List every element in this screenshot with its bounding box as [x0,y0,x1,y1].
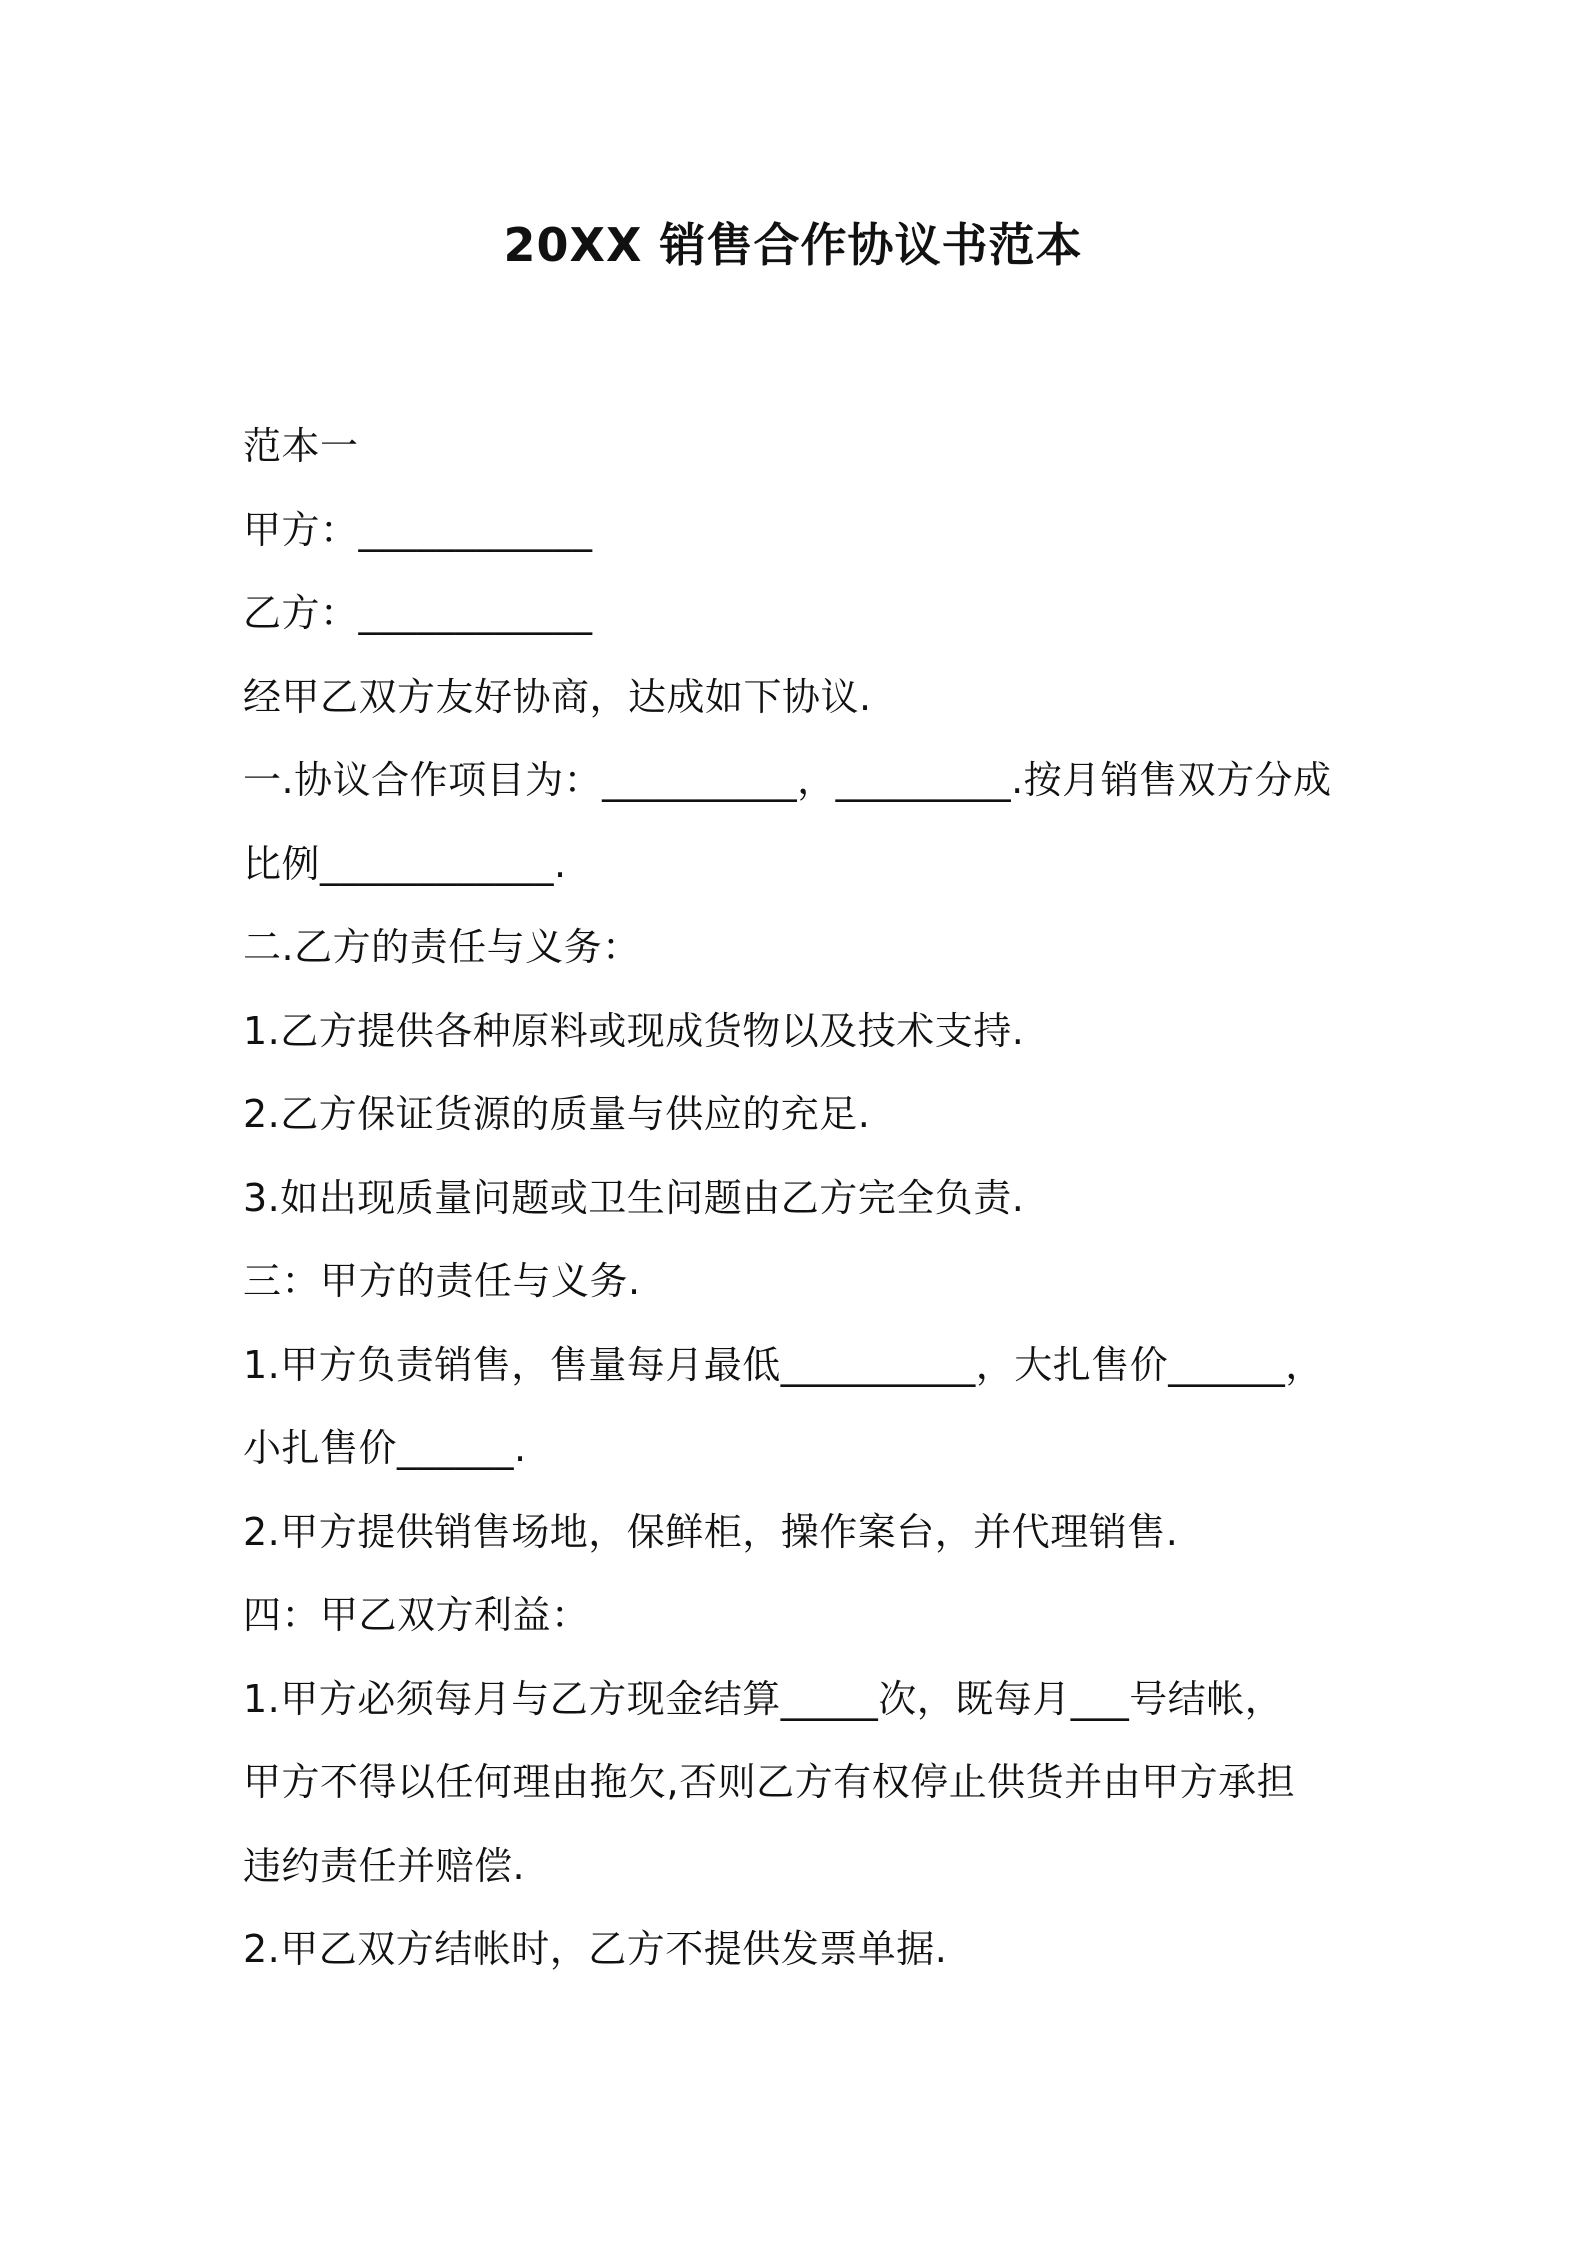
clause-2-item-2: 2.乙方保证货源的质量与供应的充足. [243,1092,871,1136]
clause-4-heading: 四：甲乙双方利益： [243,1593,590,1637]
preamble-line: 经甲乙双方友好协商，达成如下协议. [243,674,872,719]
clause-4-item-1-line-3: 违约责任并赔偿. [243,1843,526,1888]
clause-3-heading: 三：甲方的责任与义务. [243,1259,641,1303]
clause-2-heading: 二.乙方的责任与义务： [243,925,641,969]
clause-4-item-2: 2.甲乙双方结帐时，乙方不提供发票单据. [243,1927,948,1971]
party-a-line: 甲方：____________ [243,507,593,552]
clause-3-item-2: 2.甲方提供销售场地，保鲜柜，操作案台，并代理销售. [243,1509,1179,1554]
clause-1-line-2: 比例____________. [243,841,567,886]
clause-4-item-1-line-2: 甲方不得以任何理由拖欠,否则乙方有权停止供货并由甲方承担 [243,1760,1296,1804]
clause-2-item-1: 1.乙方提供各种原料或现成货物以及技术支持. [243,1008,1025,1053]
document-title: 20XX 销售合作协议书范本 [503,218,1083,272]
clause-4-item-1-line-1: 1.甲方必须每月与乙方现金结算_____次，既每月___号结帐， [243,1676,1284,1721]
clause-2-item-3: 3.如出现质量问题或卫生问题由乙方完全负责. [243,1175,1025,1220]
clause-3-item-1-line-2: 小扎售价______. [243,1426,527,1470]
party-b-line: 乙方：____________ [243,591,593,635]
section-label: 范本一 [243,424,359,468]
clause-1-line-1: 一.协议合作项目为：__________，_________.按月销售双方分成 [243,758,1332,802]
clause-3-item-1-line-1: 1.甲方负责销售，售量每月最低__________，大扎售价______， [243,1342,1324,1387]
document-body [243,405,1363,1992]
